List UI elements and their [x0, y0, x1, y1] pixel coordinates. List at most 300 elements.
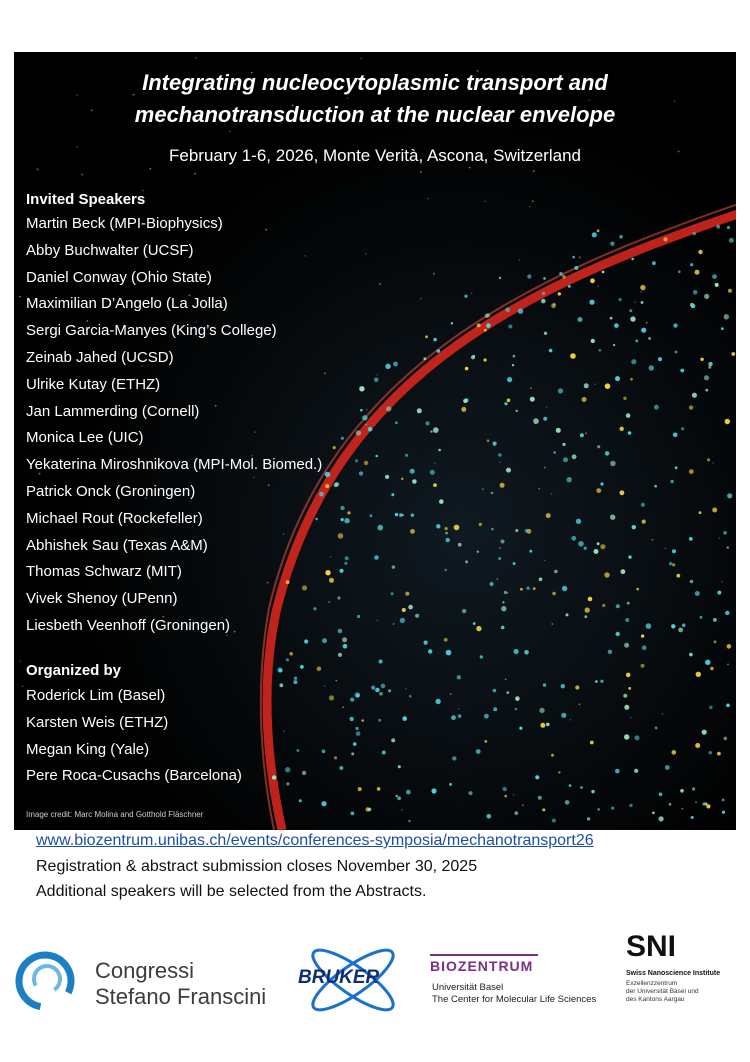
pore-dot	[566, 613, 569, 616]
speaker-item: Yekaterina Miroshnikova (MPI-Mol. Biomed.)	[26, 456, 323, 474]
speaker-item: Monica Lee (UIC)	[26, 429, 144, 447]
background-speck	[519, 259, 521, 261]
additional-speakers-note: Additional speakers will be selected from the Abstracts.	[36, 883, 427, 900]
pore-dot	[624, 734, 629, 739]
pore-dot	[302, 771, 306, 775]
pore-dot	[539, 708, 544, 713]
background-speck	[149, 168, 151, 170]
pore-dot	[493, 442, 497, 446]
pore-dot	[512, 364, 514, 366]
pore-dot	[498, 453, 502, 457]
pore-dot	[506, 691, 509, 694]
pore-dot	[539, 578, 543, 582]
pore-dot	[680, 369, 684, 373]
conference-link[interactable]: www.biozentrum.unibas.ch/events/conferences-symposia/mechanotransport26	[36, 832, 594, 849]
pore-dot	[604, 572, 609, 577]
pore-dot	[695, 591, 700, 596]
pore-dot	[543, 683, 546, 686]
pore-dot	[304, 639, 308, 643]
pore-dot	[705, 660, 710, 665]
pore-dot	[727, 226, 730, 229]
pore-dot	[405, 454, 408, 457]
pore-dot	[717, 591, 721, 595]
background-speck	[305, 255, 307, 257]
pore-dot	[562, 586, 567, 591]
background-speck	[335, 680, 337, 682]
pore-dot	[590, 278, 595, 283]
pore-dot	[658, 357, 662, 361]
pore-dot	[648, 337, 651, 340]
pore-dot	[641, 503, 645, 507]
pore-dot	[676, 574, 680, 578]
pore-dot	[698, 250, 702, 254]
pore-dot	[393, 362, 398, 367]
pore-dot	[628, 687, 631, 690]
pore-dot	[675, 351, 678, 354]
pore-dot	[587, 817, 590, 820]
pore-dot	[585, 607, 590, 612]
background-speck	[194, 173, 196, 175]
csf-line-2: Stefano Franscini	[95, 984, 267, 1009]
pore-dot	[571, 536, 576, 541]
pore-dot	[655, 727, 658, 730]
pore-dot	[681, 427, 684, 430]
pore-dot	[379, 692, 383, 696]
background-speck	[360, 58, 362, 60]
background-speck	[229, 130, 231, 132]
pore-dot	[567, 477, 572, 482]
background-speck	[420, 298, 422, 300]
pore-dot	[490, 582, 494, 586]
pore-dot	[513, 562, 516, 565]
pore-dot	[361, 719, 364, 722]
pore-dot	[689, 537, 693, 541]
pore-dot	[436, 524, 440, 528]
pore-dot	[519, 727, 522, 730]
pore-dot	[595, 680, 598, 683]
pore-dot	[538, 796, 542, 800]
pore-dot	[484, 329, 487, 332]
pore-dot	[351, 812, 355, 816]
pore-dot	[727, 493, 732, 498]
pore-dot	[464, 295, 467, 298]
background-speck	[695, 801, 697, 803]
pore-dot	[379, 660, 383, 664]
pore-dot	[553, 451, 556, 454]
pore-dot	[584, 547, 587, 550]
pore-dot	[723, 531, 727, 535]
pore-dot	[588, 597, 593, 602]
pore-dot	[513, 355, 516, 358]
pore-dot	[473, 622, 476, 625]
pore-dot	[374, 378, 379, 383]
pore-dot	[600, 482, 603, 485]
pore-dot	[408, 820, 410, 822]
pore-dot	[499, 277, 501, 279]
pore-dot	[615, 769, 620, 774]
pore-dot	[712, 274, 717, 279]
background-speck	[450, 693, 452, 695]
background-speck	[544, 560, 546, 562]
pore-dot	[486, 323, 491, 328]
pore-dot	[358, 787, 362, 791]
background-speck	[513, 794, 515, 796]
pore-dot	[631, 359, 636, 364]
pore-dot	[552, 592, 556, 596]
background-speck	[393, 623, 395, 625]
pore-dot	[400, 618, 405, 623]
background-speck	[267, 582, 269, 584]
pore-dot	[425, 335, 428, 338]
pore-dot	[501, 540, 505, 544]
pore-dot	[670, 480, 674, 484]
pore-dot	[591, 339, 595, 343]
pore-dot	[433, 427, 439, 433]
pore-dot	[725, 419, 730, 424]
biozentrum-rule	[430, 954, 538, 956]
pore-dot	[689, 405, 693, 409]
pore-dot	[605, 383, 611, 389]
pore-dot	[341, 518, 344, 521]
pore-dot	[708, 362, 712, 366]
pore-dot	[630, 316, 635, 321]
pore-dot	[693, 232, 696, 235]
speaker-item: Vivek Shenoy (UPenn)	[26, 590, 178, 608]
pore-dot	[546, 513, 551, 518]
pore-dot	[562, 275, 566, 279]
pore-dot	[620, 427, 624, 431]
pore-dot	[619, 298, 622, 301]
background-speck	[347, 98, 349, 100]
pore-dot	[692, 393, 697, 398]
pore-dot	[600, 544, 605, 549]
pore-dot	[672, 563, 675, 566]
pore-dot	[480, 655, 483, 658]
pore-dot	[624, 705, 629, 710]
pore-dot	[344, 518, 349, 523]
pore-dot	[705, 389, 708, 392]
pore-dot	[313, 607, 316, 610]
pore-dot	[437, 349, 441, 353]
background-speck	[283, 730, 285, 732]
pore-dot	[344, 562, 347, 565]
background-speck	[546, 406, 548, 408]
pore-dot	[486, 313, 490, 317]
pore-dot	[641, 664, 645, 668]
pore-dot	[487, 814, 492, 819]
pore-dot	[542, 292, 545, 295]
pore-dot	[452, 756, 456, 760]
pore-dot	[322, 638, 327, 643]
pore-dot	[362, 415, 367, 420]
background-speck	[37, 169, 39, 171]
pore-dot	[673, 433, 678, 438]
background-speck	[366, 409, 368, 411]
pore-dot	[504, 402, 507, 405]
pore-dot	[631, 258, 634, 261]
pore-dot	[725, 611, 729, 615]
sni-sub-1: Exzellenzzentrum	[626, 980, 678, 987]
pore-dot	[502, 601, 504, 603]
pore-dot	[339, 569, 343, 573]
pore-dot	[386, 406, 391, 411]
sni-logo-name: Swiss Nanoscience Institute	[626, 970, 721, 977]
pore-dot	[491, 492, 493, 494]
pore-dot	[572, 454, 577, 459]
pore-dot	[351, 752, 354, 755]
pore-dot	[375, 688, 380, 693]
pore-dot	[289, 652, 293, 656]
background-speck	[377, 620, 379, 622]
background-speck	[585, 432, 587, 434]
pore-dot	[487, 439, 490, 442]
pore-dot	[654, 485, 657, 488]
pore-dot	[458, 543, 462, 547]
pore-dot	[484, 714, 489, 719]
pore-dot	[402, 608, 406, 612]
pore-dot	[286, 658, 289, 661]
pore-dot	[378, 525, 384, 531]
pore-dot	[620, 490, 625, 495]
pore-dot	[616, 604, 620, 608]
background-speck	[505, 679, 507, 681]
pore-dot	[584, 615, 587, 618]
pore-dot	[659, 816, 664, 821]
pore-dot	[406, 790, 411, 795]
pore-dot	[672, 750, 677, 755]
pore-dot	[412, 479, 417, 484]
poster-subtitle: February 1-6, 2026, Monte Verità, Ascona, Switzerland	[168, 146, 581, 165]
csf-line-1: Congressi	[95, 958, 195, 983]
pore-dot	[399, 513, 402, 516]
pore-dot	[543, 277, 546, 280]
pore-dot	[451, 715, 456, 720]
pore-dot	[591, 790, 594, 793]
pore-dot	[554, 570, 558, 574]
pore-dot	[366, 807, 370, 811]
pore-dot	[381, 684, 386, 689]
background-speck	[727, 664, 729, 666]
speaker-item: Martin Beck (MPI-Biophysics)	[26, 215, 223, 232]
pore-dot	[391, 493, 394, 496]
poster-title-line-1: Integrating nucleocytoplasmic transport and	[142, 70, 608, 95]
pore-dot	[476, 749, 481, 754]
pore-dot	[286, 580, 290, 584]
pore-dot	[675, 466, 678, 469]
background-speck	[682, 808, 684, 810]
speaker-item: Maximilian D’Angelo (La Jolla)	[26, 295, 228, 313]
pore-dot	[491, 528, 494, 531]
pore-dot	[665, 765, 670, 770]
biozentrum-logo-subtitle	[432, 982, 596, 1006]
pore-dot	[561, 713, 566, 718]
pore-dot	[430, 470, 435, 475]
sni-sub-3: des Kantons Aargau	[626, 996, 685, 1003]
background-speck	[365, 424, 367, 426]
pore-dot	[396, 795, 398, 797]
pore-dot	[702, 730, 707, 735]
pore-dot	[333, 446, 336, 449]
pore-dot	[696, 672, 701, 677]
background-speck	[253, 477, 255, 479]
pore-dot	[355, 459, 358, 462]
pore-dot	[364, 461, 368, 465]
pore-dot	[325, 484, 329, 488]
pore-dot	[515, 529, 518, 532]
pore-dot	[334, 756, 337, 759]
pore-dot	[717, 752, 721, 756]
pore-dot	[570, 353, 576, 359]
pore-dot	[356, 693, 360, 697]
background-speck	[507, 592, 509, 594]
pore-dot	[341, 437, 344, 440]
biozentrum-sub-2: The Center for Molecular Life Sciences	[432, 994, 597, 1005]
pore-dot	[727, 644, 732, 649]
pore-dot	[605, 451, 610, 456]
background-speck	[283, 533, 285, 535]
pore-dot	[445, 532, 448, 535]
pore-dot	[415, 614, 419, 618]
pore-dot	[527, 274, 531, 278]
speakers-heading: Invited Speakers	[26, 191, 146, 208]
pore-dot	[700, 616, 703, 619]
pore-dot	[702, 802, 706, 806]
pore-dot	[543, 417, 547, 421]
pore-dot	[562, 443, 565, 446]
pore-dot	[417, 408, 422, 413]
pore-dot	[610, 461, 616, 467]
background-speck	[589, 99, 591, 101]
pore-dot	[584, 383, 589, 388]
pore-dot	[610, 515, 615, 520]
pore-dot	[678, 628, 683, 633]
pore-dot	[508, 325, 512, 329]
pore-dot	[535, 775, 539, 779]
pore-dot	[451, 322, 453, 324]
background-speck	[721, 581, 723, 583]
pore-dot	[359, 471, 363, 475]
pore-dot	[410, 529, 415, 534]
pore-dot	[724, 314, 729, 319]
pore-dot	[477, 323, 481, 327]
pore-dot	[529, 550, 532, 553]
pore-dot	[504, 591, 507, 594]
pore-dot	[343, 644, 348, 649]
pore-dot	[640, 285, 645, 290]
organizer-item: Karsten Weis (ETHZ)	[26, 713, 169, 731]
pore-dot	[671, 624, 675, 628]
organizer-item: Roderick Lim (Basel)	[26, 687, 166, 704]
pore-dot	[678, 270, 681, 273]
pore-dot	[712, 508, 717, 513]
biozentrum-sub-1: Universität Basel	[432, 982, 504, 993]
pore-dot	[357, 615, 360, 618]
poster	[14, 52, 736, 830]
pore-dot	[501, 626, 505, 630]
pore-dot	[329, 578, 334, 583]
pore-dot	[392, 565, 395, 568]
pore-dot	[615, 376, 620, 381]
pore-dot	[374, 555, 379, 560]
pore-dot	[325, 472, 330, 477]
pore-dot	[628, 431, 632, 435]
pore-dot	[520, 588, 523, 591]
pore-dot	[558, 292, 561, 295]
pore-dot	[680, 789, 684, 793]
pore-dot	[408, 605, 413, 610]
pore-dot	[382, 751, 386, 755]
pore-dot	[558, 388, 563, 393]
pore-dot	[663, 237, 667, 241]
pore-dot	[540, 723, 545, 728]
pore-dot	[504, 795, 507, 798]
background-speck	[579, 703, 581, 705]
pore-dot	[507, 399, 511, 403]
pore-dot	[641, 634, 644, 637]
pore-dot	[506, 468, 511, 473]
pore-dot	[572, 256, 575, 259]
pore-dot	[368, 427, 373, 432]
pore-dot	[568, 285, 571, 288]
pore-dot	[423, 357, 426, 360]
pore-dot	[338, 533, 344, 539]
background-speck	[630, 717, 632, 719]
pore-dot	[279, 669, 283, 673]
pore-dot	[446, 538, 450, 542]
pore-dot	[724, 737, 728, 741]
pore-dot	[371, 686, 375, 690]
background-speck	[22, 686, 24, 688]
background-speck	[530, 387, 532, 389]
pore-dot	[391, 592, 394, 595]
pore-dot	[654, 405, 659, 410]
pore-dot	[728, 289, 732, 293]
pore-dot	[608, 650, 612, 654]
pore-dot	[727, 546, 729, 548]
pore-dot	[302, 585, 307, 590]
pore-dot	[641, 328, 646, 333]
background-speck	[433, 273, 435, 275]
pore-dot	[454, 525, 460, 531]
background-speck	[324, 685, 326, 687]
pore-dot	[669, 562, 672, 565]
speaker-item: Patrick Onck (Groningen)	[26, 483, 196, 500]
pore-dot	[505, 307, 510, 312]
pore-dot	[430, 430, 432, 432]
background-speck	[719, 537, 721, 539]
pore-dot	[623, 397, 626, 400]
pore-dot	[533, 587, 536, 590]
speaker-item: Liesbeth Veenhoff (Groningen)	[26, 617, 231, 634]
background-speck	[215, 405, 217, 407]
pore-dot	[411, 514, 414, 517]
pore-dot	[272, 775, 276, 779]
pore-dot	[659, 793, 663, 797]
background-speck	[342, 706, 344, 708]
pore-dot	[315, 518, 317, 520]
pore-dot	[286, 782, 289, 785]
pore-dot	[551, 754, 554, 757]
pore-dot	[558, 771, 560, 773]
pore-dot	[542, 808, 545, 811]
pore-dot	[600, 680, 603, 683]
pore-dot	[446, 650, 452, 656]
pore-dot	[340, 506, 344, 510]
pore-dot	[629, 309, 632, 312]
speaker-item: Michael Rout (Rockefeller)	[26, 509, 203, 527]
background-speck	[532, 200, 534, 202]
pore-dot	[642, 520, 646, 524]
